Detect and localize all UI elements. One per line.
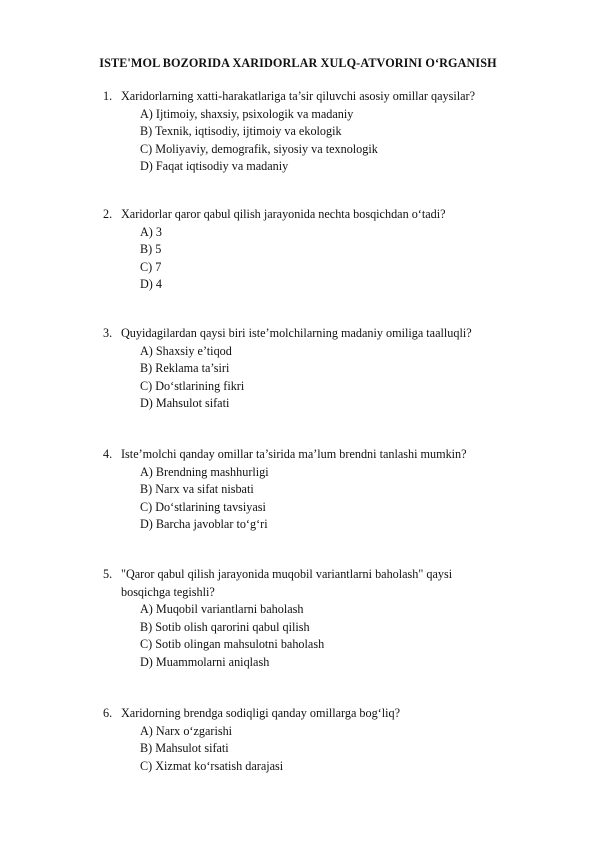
question-number: 5. [103,567,113,581]
question-text: Xaridorning brendga sodiqligi qanday omillarga bog‘liq? [121,706,401,720]
question-5 [103,566,573,671]
option-b: B) Narx va sifat nisbati [140,482,254,496]
question-text: Iste’molchi qanday omillar ta’sirida ma’lum brendni tanlashi mumkin? [121,447,467,461]
question-number: 4. [103,447,113,461]
question-1 [103,88,573,176]
option-c: C) Do‘stlarining tavsiyasi [140,499,266,514]
question-text-line-1: "Qaror qabul qilish jarayonida muqobil variantlarni baholash" qaysi [121,567,453,581]
document-title: ISTE'MOL BOZORIDA XARIDORLAR XULQ-ATVORINI O‘RGANISH [99,56,497,70]
question-3 [103,325,573,413]
option-c: C) Sotib olingan mahsulotni baholash [140,637,325,651]
question-6 [103,705,573,775]
question-2 [103,206,573,294]
option-a: A) Ijtimoiy, shaxsiy, psixologik va madaniy [140,106,354,121]
question-number: 1. [103,89,113,103]
option-c: C) 7 [140,259,162,274]
option-b: B) Sotib olish qarorini qabul qilish [140,619,310,634]
option-c: C) Do‘stlarining fikri [140,378,245,393]
option-a: A) Brendning mashhurligi [140,464,269,479]
question-text: Quyidagilardan qaysi biri iste’molchilarning madaniy omiliga taalluqli? [121,326,472,340]
option-c: C) Xizmat ko‘rsatish darajasi [140,758,284,773]
option-a: A) Narx o‘zgarishi [140,723,233,738]
question-text: Xaridorlar qaror qabul qilish jarayonida nechta bosqichdan o‘tadi? [121,207,446,221]
question-number: 6. [103,706,113,720]
option-d: D) 4 [140,277,163,291]
question-number: 2. [103,207,113,221]
option-b: B) Mahsulot sifati [140,741,229,755]
question-text-line-2: bosqichga tegishli? [121,584,215,599]
option-b: B) Reklama ta’siri [140,361,230,375]
option-c: C) Moliyaviy, demografik, siyosiy va texnologik [140,141,378,156]
option-a: A) Shaxsiy e’tiqod [140,343,232,358]
question-number: 3. [103,326,113,340]
option-a: A) Muqobil variantlarni baholash [140,602,304,616]
question-text: Xaridorlarning xatti-harakatlariga ta’sir qiluvchi asosiy omillar qaysilar? [121,89,475,103]
option-d: D) Mahsulot sifati [140,396,230,410]
option-d: D) Faqat iqtisodiy va madaniy [140,159,289,173]
option-d: D) Muammolarni aniqlash [140,654,270,669]
option-a: A) 3 [140,224,163,239]
option-b: B) Texnik, iqtisodiy, ijtimoiy va ekologik [140,124,342,138]
question-4 [103,446,573,534]
option-d: D) Barcha javoblar to‘g‘ri [140,517,268,531]
option-b: B) 5 [140,242,162,256]
